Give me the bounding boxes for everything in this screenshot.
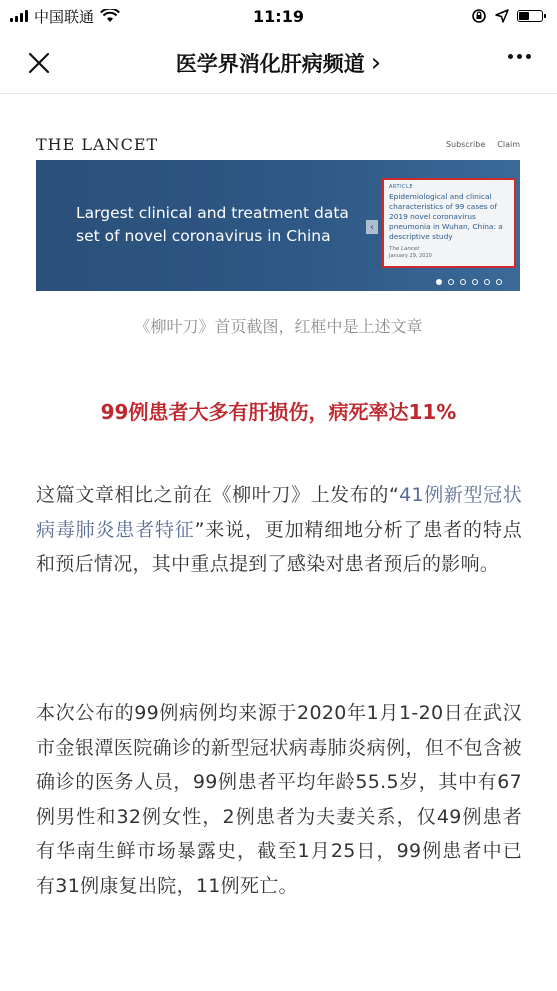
article-tag: ARTICLE (389, 184, 413, 190)
signal-icon (10, 10, 28, 22)
account-title[interactable] (176, 48, 381, 78)
section-heading: 99例患者大多有肝损伤，病死率达11% (100, 400, 457, 424)
carousel-dot (448, 279, 454, 285)
banner-text-line-2: set of novel coronavirus in China (76, 227, 331, 245)
nav-bar (0, 32, 557, 94)
carrier-name: 中国联通 (34, 7, 95, 26)
lancet-logo: THE LANCET (36, 134, 159, 154)
more-dot (526, 54, 531, 59)
carousel-dot (436, 279, 442, 285)
battery-icon (517, 10, 543, 22)
banner-text (76, 202, 349, 248)
article-title: Epidemiological and clinical characteristics of 99 cases of 2019 novel coronavirus pneumonia in Wuhan, China: a descriptive study (389, 192, 503, 241)
lancet-screenshot[interactable] (36, 128, 520, 291)
location-icon (495, 9, 509, 23)
more-button[interactable] (508, 54, 531, 59)
paragraph-1-before-link: 这篇文章相比之前在《柳叶刀》上发布的“ (36, 484, 400, 506)
status-time: 11:19 (253, 6, 304, 26)
carousel-dots (436, 279, 502, 285)
claim-link: Claim (497, 139, 520, 149)
article-journal: The Lancet (389, 246, 420, 252)
more-dot (508, 54, 513, 59)
status-bar (0, 0, 557, 32)
banner-text-line-1: Largest clinical and treatment data (76, 204, 349, 222)
account-name: 医学界消化肝病频道 (175, 51, 365, 76)
close-button[interactable] (24, 48, 54, 78)
article-date: January 29, 2020 (389, 253, 432, 259)
lancet-links (446, 140, 520, 149)
article-link[interactable]: 41例新型冠状病毒肺炎患者特征 (36, 484, 523, 541)
paragraph-1-after-link: ”来说，更加精细地分析了患者的特点和预后情况，其中重点提到了感染对患者预后的影响。 (36, 518, 522, 575)
orientation-lock-icon (471, 8, 487, 24)
status-left (10, 6, 120, 27)
chevron-right-icon: › (370, 47, 382, 78)
chevron-left-icon: ‹ (366, 220, 378, 234)
more-dot (517, 54, 522, 59)
wifi-icon (100, 9, 120, 23)
close-icon (28, 52, 50, 74)
paragraph-2: 本次公布的99例病例均来源于2020年1月1-20日在武汉市金银潭医院确诊的新型冠状病毒肺炎病例，但不包含被确诊的医务人员，99例患者平均年龄55.5岁，其中有67例男性和32例女性，2例患者为夫妻关系，仅49例患者有华南生鲜市场暴露史，截至1月25日，99例患者中已有31例康复出院，11例死亡。 (36, 702, 522, 897)
carousel-dot (484, 279, 490, 285)
figure-caption: 《柳叶刀》首页截图，红框中是上述文章 (134, 317, 423, 336)
lancet-banner (36, 160, 520, 291)
lancet-header (36, 128, 520, 160)
carousel-dot (472, 279, 478, 285)
paragraph-1 (36, 478, 522, 582)
subscribe-link: Subscribe (445, 139, 486, 149)
highlighted-article-card (382, 178, 516, 268)
carousel-dot (496, 279, 502, 285)
status-right (471, 8, 543, 24)
carousel-dot (460, 279, 466, 285)
